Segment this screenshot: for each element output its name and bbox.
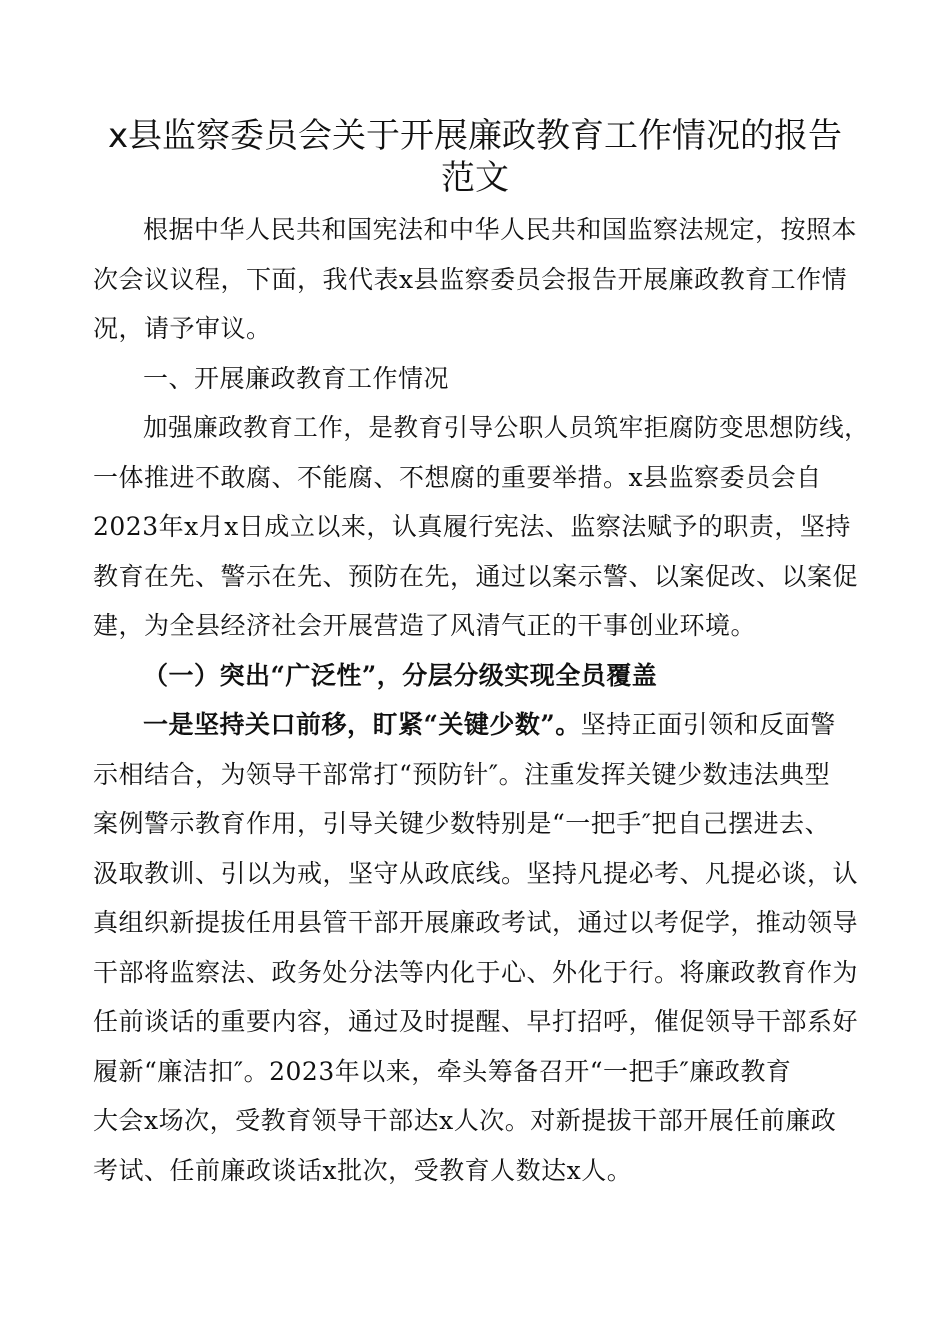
paragraph-line: 次会议议程，下面，我代表x县监察委员会报告开展廉政教育工作情 [93,265,848,294]
paragraph-line: 案例警示教育作用，引导关键少数特别是“一把手″把自己摆进去、 [93,809,831,838]
paragraph-line: 2023年x月x日成立以来，认真履行宪法、监察法赋予的职责，坚持 [93,512,851,541]
paragraph-line: 示相结合，为领导干部常打“预防针″。注重发挥关键少数违法典型 [93,760,831,789]
lead-in-continuation: 坚持正面引领和反面警 [580,710,836,739]
title-line-2: 范文 [441,158,509,198]
paragraph-line: 汲取教训、引以为戒，坚守从政底线。坚持凡提必考、凡提必谈，认 [93,859,859,888]
bold-lead-in: 一是坚持关口前移，盯紧“关键少数”。 [143,710,581,739]
paragraph-line: 建，为全县经济社会开展营造了风清气正的干事创业环境。 [93,611,757,640]
paragraph-line: 教育在先、警示在先、预防在先，通过以案示警、以案促改、以案促 [93,562,859,591]
paragraph-line: 履新“廉洁扣″。2023年以来，牵头筹备召开“一把手″廉政教育 [93,1057,792,1086]
paragraph-line: 加强廉政教育工作，是教育引导公职人员筑牢拒腐防变思想防线， [143,413,870,442]
paragraph-line: 真组织新提拔任用县管干部开展廉政考试，通过以考促学，推动领导 [93,908,859,937]
paragraph-line: 考试、任前廉政谈话x批次，受教育人数达x人。 [93,1156,633,1185]
paragraph-line: 况，请予审议。 [93,314,272,343]
section-heading: 一、开展廉政教育工作情况 [143,364,450,393]
paragraph-line: 任前谈话的重要内容，通过及时提醒、早打招呼，催促领导干部系好 [93,1007,859,1036]
paragraph-line [143,709,836,741]
subsection-heading: （一）突出“广泛性”，分层分级实现全员覆盖 [143,661,658,690]
paragraph-line: 一体推进不敢腐、不能腐、不想腐的重要举措。x县监察委员会自 [93,463,822,492]
title-line-1: x县监察委员会关于开展廉政教育工作情况的报告 [107,116,843,156]
paragraph-line: 根据中华人民共和国宪法和中华人民共和国监察法规定，按照本 [143,215,858,244]
paragraph-line: 干部将监察法、政务处分法等内化于心、外化于行。将廉政教育作为 [93,958,859,987]
paragraph-line: 大会x场次，受教育领导干部达x人次。对新提拔干部开展任前廉政 [93,1106,837,1135]
